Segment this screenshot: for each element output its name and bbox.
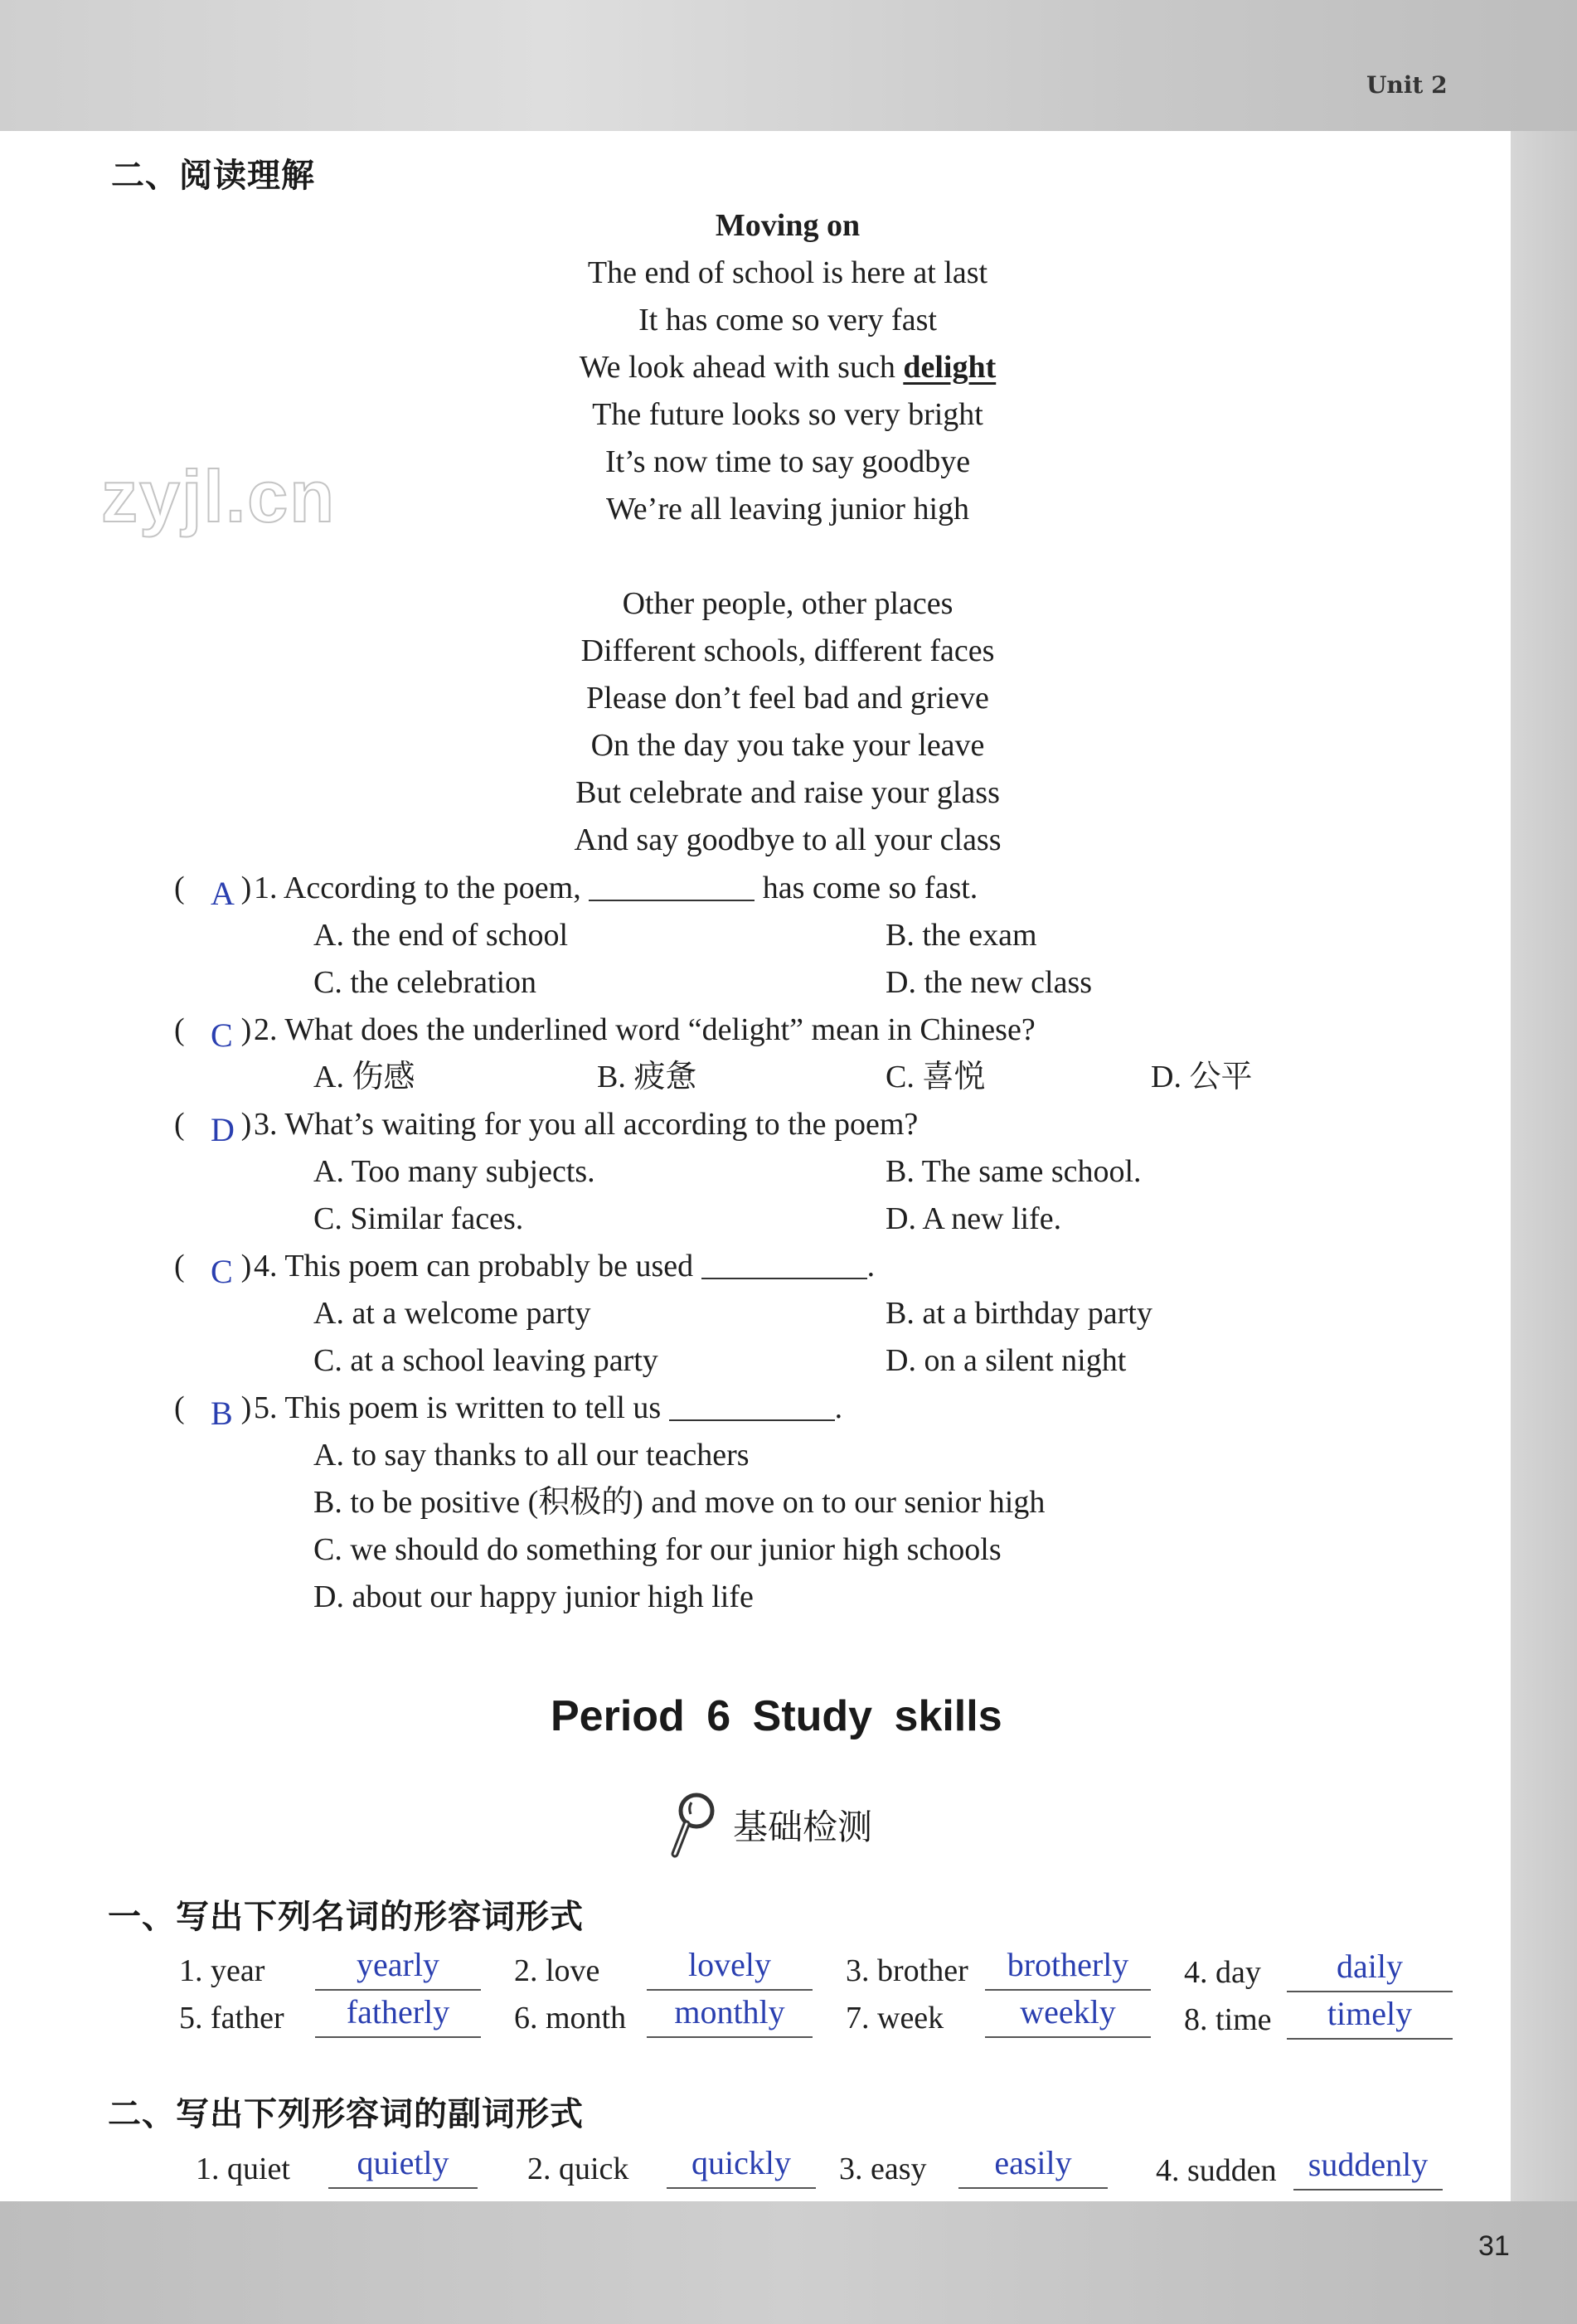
poem-line: Other people, other places [622,586,953,621]
stem-after: . [834,1390,843,1425]
option-2d: D. 公平 [1151,1060,1253,1094]
poem-line: But celebrate and raise your glass [575,775,1000,810]
answer-field: easily [958,2142,1108,2189]
option-1d: D. the new class [886,965,1093,1000]
option-5b: B. to be positive (积极的) and move on to our senior high [313,1485,1046,1520]
item-label: 6. month [514,2001,627,2035]
blank [701,1244,867,1279]
poem-title: Moving on [715,208,861,243]
option-3a: A. Too many subjects. [313,1154,595,1189]
stem-after: has come so fast. [755,871,978,905]
stem: 2. What does the underlined word “delight” mean in Chinese? [254,1012,1036,1047]
option-1c: C. the celebration [313,965,537,1000]
answer-field: monthly [647,1992,813,2038]
item-label: 7. week [846,2001,944,2035]
option-4a: A. at a welcome party [313,1296,591,1331]
period-title: Period 6 Study skills [551,1692,1002,1740]
stem: 3. What’s waiting for you all according to the poem? [254,1107,919,1142]
option-3c: C. Similar faces. [313,1201,524,1236]
option-5c: C. we should do something for our junior high schools [313,1532,1002,1567]
poem-line: The end of school is here at last [587,255,988,290]
stem-before: 1. According to the poem, [254,871,590,905]
answer-1: A [211,875,235,912]
item-label: 4. day [1184,1955,1261,1990]
stem-before: 5. This poem is written to tell us [254,1390,669,1425]
item-label: 5. father [179,2001,284,2035]
stem-before: 4. This poem can probably be used [254,1249,701,1283]
stem-after: . [866,1249,876,1283]
answer-field: suddenly [1293,2144,1443,2191]
question-5 [174,1385,1252,1432]
paren-close: ) [240,1012,252,1047]
poem-line [415,344,1161,391]
poem-line: And say goodbye to all your class [574,822,1002,857]
answer-field: lovely [647,1944,813,1991]
poem-line: Different schools, different faces [580,633,995,668]
underlined-word: delight [903,350,997,385]
paren-close: ) [240,1390,252,1425]
magnifier-icon [668,1791,718,1859]
option-2b: B. 疲惫 [597,1060,697,1094]
poem-line-text: We look ahead with such [579,350,904,385]
paren-open: ( [174,871,185,905]
scan-shadow-right [1511,131,1577,2201]
item-label: 4. sudden [1156,2153,1277,2188]
scan-shadow-top [0,0,1577,131]
answer-field: daily [1287,1946,1453,1992]
question-list [174,865,1252,1621]
item-label: 3. easy [839,2152,927,2186]
answer-field: quickly [667,2142,816,2189]
poem-line: Please don’t feel bad and grieve [586,681,989,716]
option-4c: C. at a school leaving party [313,1343,658,1378]
paren-open: ( [174,1390,185,1425]
option-3b: B. The same school. [886,1154,1142,1189]
item-label: 2. love [514,1953,600,1988]
answer-4: C [211,1253,233,1290]
paren-open: ( [174,1107,185,1142]
option-2c: C. 喜悦 [886,1060,986,1094]
answer-field: quietly [328,2142,478,2189]
item-label: 1. year [179,1953,265,1988]
item-label: 2. quick [527,2152,629,2186]
answer-field: brotherly [985,1944,1151,1991]
poem [415,202,1161,864]
option-1b: B. the exam [886,918,1037,953]
option-5d: D. about our happy junior high life [313,1579,754,1614]
badge-label: 基础检测 [733,1807,873,1847]
option-3d: D. A new life. [886,1201,1062,1236]
option-4d: D. on a silent night [886,1343,1127,1378]
fill-row-2 [179,1992,1473,2050]
section1-heading: 一、写出下列名词的形容词形式 [108,1898,584,1936]
section2-heading: 二、写出下列形容词的副词形式 [108,2095,584,2133]
option-5a: A. to say thanks to all our teachers [313,1438,750,1473]
paren-close: ) [240,871,252,905]
reading-heading: 二、阅读理解 [111,157,315,195]
poem-line: We’re all leaving junior high [605,492,970,526]
unit-label: Unit 2 [1366,71,1448,99]
option-1a: A. the end of school [313,918,569,953]
watermark: zyjl.cn [101,455,336,537]
item-label: 1. quiet [196,2152,290,2186]
paren-close: ) [240,1249,252,1283]
question-1 [174,865,1252,912]
answer-field: yearly [315,1944,481,1991]
answer-field: fatherly [315,1992,481,2038]
stanza-gap [415,533,1161,580]
item-label: 8. time [1184,2002,1272,2037]
option-4b: B. at a birthday party [886,1296,1152,1331]
poem-line: The future looks so very bright [592,397,983,432]
question-2 [174,1007,1252,1054]
item-label: 3. brother [846,1953,968,1988]
blank [669,1386,835,1421]
answer-field: timely [1287,1993,1453,2040]
poem-line: It has come so very fast [638,303,937,337]
option-2a: A. 伤感 [313,1060,415,1094]
poem-line: It’s now time to say goodbye [604,444,971,479]
basic-test-badge [668,1791,872,1859]
paren-open: ( [174,1012,185,1047]
answer-3: D [211,1111,235,1148]
question-3 [174,1101,1252,1148]
fill-row-3 [196,2142,1489,2200]
answer-2: C [211,1016,233,1054]
answer-field: weekly [985,1992,1151,2038]
page-number: 31 [1478,2230,1510,2262]
scan-shadow-bottom [0,2201,1577,2324]
paren-close: ) [240,1107,252,1142]
paren-open: ( [174,1249,185,1283]
question-4 [174,1243,1252,1290]
answer-5: B [211,1395,233,1432]
blank [589,866,755,901]
poem-line: On the day you take your leave [590,728,985,763]
